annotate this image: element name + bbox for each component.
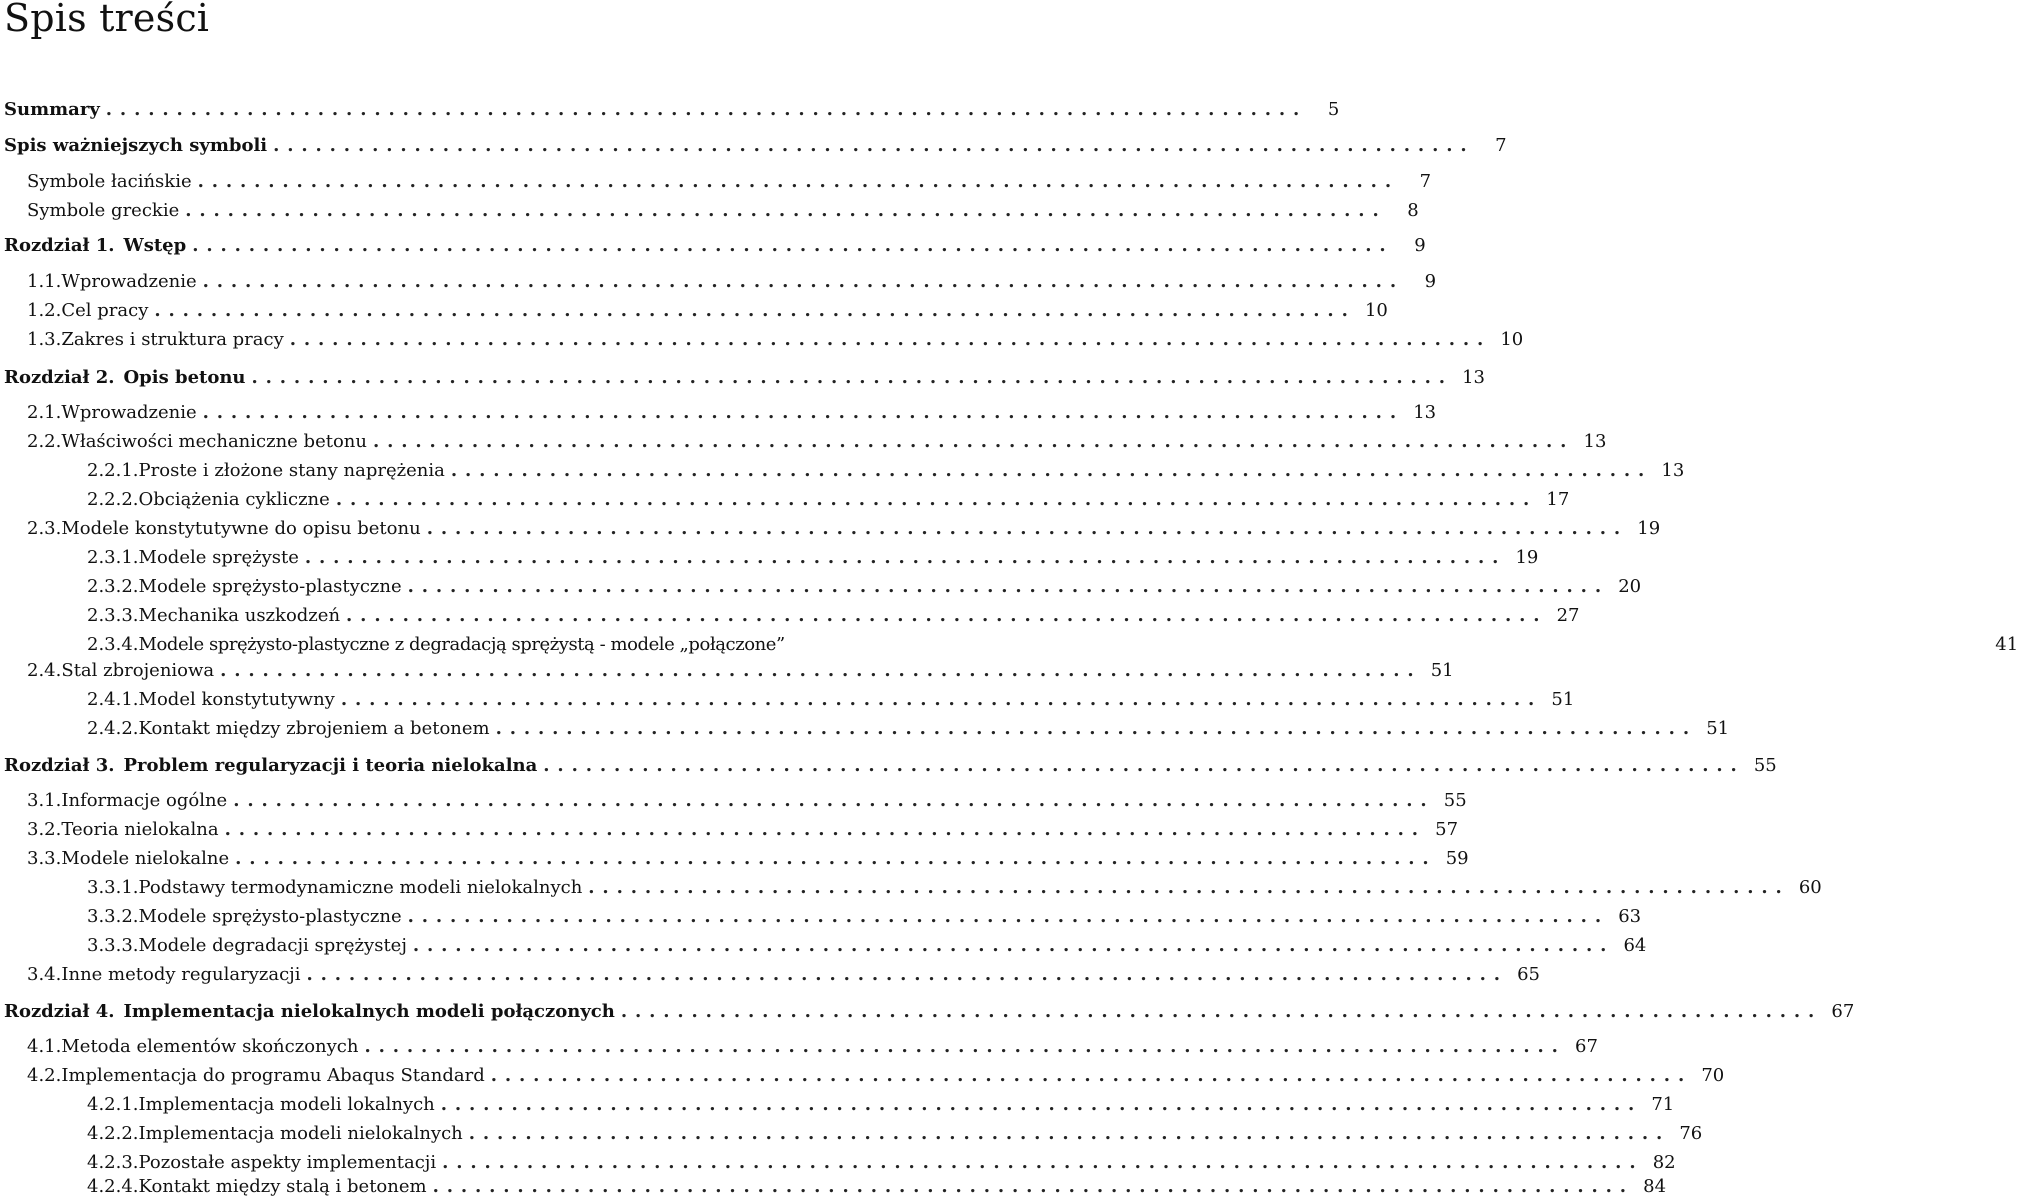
entry-title: Podstawy termodynamiczne modeli nielokalnych xyxy=(138,877,583,898)
entry-number: 2.3.1. xyxy=(87,547,139,568)
dot-leader xyxy=(537,755,1736,777)
entry-number: 2.2.1. xyxy=(87,460,139,481)
entry-page: 17 xyxy=(1546,489,1570,510)
entry-title: Symbole greckie xyxy=(27,200,180,221)
dot-leader xyxy=(340,605,1539,627)
toc-entry-3-1[interactable] xyxy=(0,786,1467,812)
toc-entry-3-2[interactable] xyxy=(0,815,1459,841)
toc-entry-2-4-2[interactable] xyxy=(0,714,1730,740)
entry-page: 10 xyxy=(1364,300,1388,321)
entry-number: 1.1. xyxy=(27,271,62,292)
entry-title: Problem regularyzacji i teoria nielokalna xyxy=(123,755,538,776)
entry-page: 55 xyxy=(1753,755,1777,776)
entry-page: 41 xyxy=(1995,634,2018,655)
entry-number: Rozdział 3. xyxy=(4,755,115,776)
dot-leader xyxy=(246,367,1445,389)
toc-entry-2-2[interactable] xyxy=(0,427,1607,453)
toc-entry-2-3-3[interactable] xyxy=(0,601,1580,627)
entry-title: Teoria nielokalna xyxy=(61,819,219,840)
toc-entry-chapter-2[interactable] xyxy=(0,363,1485,389)
dot-leader xyxy=(335,689,1534,711)
dot-leader xyxy=(229,848,1428,870)
entry-page: 64 xyxy=(1623,935,1647,956)
entry-number: 2.3.2. xyxy=(87,576,139,597)
entry-number: 4.2.2. xyxy=(87,1123,139,1144)
toc-entry-1-1[interactable] xyxy=(0,267,1437,293)
entry-page: 8 xyxy=(1407,200,1419,221)
toc-entry-4-2-1[interactable] xyxy=(0,1090,1675,1116)
entry-title: Modele sprężysto-plastyczne xyxy=(138,906,402,927)
toc-entry-4-1[interactable] xyxy=(0,1032,1598,1058)
entry-page: 9 xyxy=(1414,235,1426,256)
entry-page: 55 xyxy=(1443,790,1467,811)
dot-leader xyxy=(330,489,1529,511)
entry-title: Właściwości mechaniczne betonu xyxy=(61,431,367,452)
entry-title: Opis betonu xyxy=(123,367,246,388)
entry-title: Modele nielokalne xyxy=(61,848,230,869)
toc-entry-3-3-3[interactable] xyxy=(0,931,1647,957)
dot-leader xyxy=(197,271,1396,293)
entry-number: 4.2.4. xyxy=(87,1176,139,1197)
entry-title: Metoda elementów skończonych xyxy=(61,1036,359,1057)
entry-page: 65 xyxy=(1517,964,1540,985)
toc-entry-4-2[interactable] xyxy=(0,1061,1725,1087)
dot-leader xyxy=(148,300,1347,322)
entry-number: Rozdział 4. xyxy=(4,1001,115,1022)
entry-page: 76 xyxy=(1679,1123,1703,1144)
entry-title: Modele sprężyste xyxy=(138,547,299,568)
entry-title: Modele sprężysto-plastyczne z degradacją sprężystą - modele „połączone” xyxy=(138,634,785,655)
dot-leader xyxy=(100,99,1299,121)
dot-leader xyxy=(284,329,1483,351)
toc-entry-1-3[interactable] xyxy=(0,325,1524,351)
entry-page: 70 xyxy=(1701,1065,1725,1086)
entry-page: 20 xyxy=(1618,576,1642,597)
entry-number: 2.3.3. xyxy=(87,605,139,626)
entry-number: 2.3.4. xyxy=(87,634,139,655)
entry-page: 84 xyxy=(1643,1176,1667,1197)
entry-number: 3.3. xyxy=(27,848,62,869)
toc-entry-3-3-2[interactable] xyxy=(0,902,1642,928)
entry-number: 2.2.2. xyxy=(87,489,139,510)
dot-leader xyxy=(615,1001,1814,1023)
entry-title: Pozostałe aspekty implementacji xyxy=(138,1152,437,1173)
entry-title: Modele konstytutywne do opisu betonu xyxy=(61,518,421,539)
dot-leader xyxy=(436,1152,1635,1174)
dot-leader xyxy=(219,819,1418,841)
entry-page: 59 xyxy=(1445,848,1469,869)
entry-page: 60 xyxy=(1798,877,1822,898)
toc-entry-3-4[interactable] xyxy=(0,960,1540,986)
entry-title: Mechanika uszkodzeń xyxy=(138,605,341,626)
entry-title: Wstęp xyxy=(123,235,187,256)
entry-number: 2.4.1. xyxy=(87,689,139,710)
entry-title: Inne metody regularyzacji xyxy=(61,964,301,985)
entry-title: Zakres i struktura pracy xyxy=(61,329,284,350)
entry-page: 7 xyxy=(1419,171,1432,192)
entry-number: 3.3.2. xyxy=(87,906,139,927)
dot-leader xyxy=(463,1123,1662,1145)
entry-number: 1.2. xyxy=(27,300,62,321)
dot-leader xyxy=(485,1065,1684,1087)
entry-title: Stal zbrojeniowa xyxy=(61,660,215,681)
entry-title: Informacje ogólne xyxy=(61,790,228,811)
dot-leader xyxy=(214,660,1413,682)
entry-page: 71 xyxy=(1651,1094,1675,1115)
entry-title: Implementacja modeli nielokalnych xyxy=(138,1123,463,1144)
toc-entry-chapter-4[interactable] xyxy=(0,997,1855,1023)
dot-leader xyxy=(367,431,1566,453)
page-title: Spis treści xyxy=(4,0,210,40)
entry-title: Wprowadzenie xyxy=(61,271,197,292)
toc-entry-3-3[interactable] xyxy=(0,844,1469,870)
entry-page: 7 xyxy=(1495,135,1507,156)
entry-title: Kontakt między stalą i betonem xyxy=(138,1176,427,1197)
toc-entry-greek-symbols[interactable] xyxy=(0,196,1419,222)
dot-leader xyxy=(421,518,1620,540)
entry-title: Wprowadzenie xyxy=(61,402,197,423)
dot-leader xyxy=(427,1176,1626,1198)
toc-entry-2-4-1[interactable] xyxy=(0,685,1575,711)
entry-title: Implementacja do programu Abaqus Standard xyxy=(61,1065,485,1086)
entry-page: 10 xyxy=(1500,329,1524,350)
toc-entry-4-2-4[interactable] xyxy=(0,1172,1667,1198)
dot-leader xyxy=(445,460,1644,482)
toc-entry-chapter-3[interactable] xyxy=(0,751,1777,777)
toc-entry-2-3-4[interactable] xyxy=(0,630,2018,656)
entry-number: 3.2. xyxy=(27,819,62,840)
entry-page: 67 xyxy=(1575,1036,1598,1057)
toc-entry-2-2-2[interactable] xyxy=(0,485,1570,511)
entry-page: 13 xyxy=(1462,367,1485,388)
entry-number: 3.3.3. xyxy=(87,935,139,956)
entry-number: 4.2.1. xyxy=(87,1094,139,1115)
entry-title: Modele sprężysto-plastyczne xyxy=(138,576,402,597)
toc-entry-chapter-1[interactable] xyxy=(0,231,1426,257)
entry-page: 9 xyxy=(1424,271,1437,292)
toc-entry-2-3-1[interactable] xyxy=(0,543,1539,569)
entry-number: 2.1. xyxy=(27,402,62,423)
dot-leader xyxy=(490,718,1689,740)
entry-page: 67 xyxy=(1831,1001,1855,1022)
dot-leader xyxy=(197,402,1396,424)
entry-page: 57 xyxy=(1435,819,1459,840)
toc-entry-4-2-2[interactable] xyxy=(0,1119,1703,1145)
entry-number: 2.4.2. xyxy=(87,718,139,739)
entry-number: 2.4. xyxy=(27,660,62,681)
entry-title: Summary xyxy=(4,99,100,120)
entry-title: Implementacja modeli lokalnych xyxy=(138,1094,435,1115)
dot-leader xyxy=(227,790,1426,812)
entry-page: 51 xyxy=(1430,660,1454,681)
entry-title: Modele degradacji sprężystej xyxy=(138,935,407,956)
dot-leader xyxy=(299,547,1498,569)
entry-title: Model konstytutywny xyxy=(138,689,335,710)
entry-title: Implementacja nielokalnych modeli połączonych xyxy=(123,1001,615,1022)
entry-number: Rozdział 2. xyxy=(4,367,115,388)
toc-entry-2-3[interactable] xyxy=(0,514,1661,540)
toc-entry-2-1[interactable] xyxy=(0,398,1437,424)
entry-number: 4.1. xyxy=(27,1036,62,1057)
toc-entry-4-2-3[interactable] xyxy=(0,1148,1676,1174)
dot-leader xyxy=(582,877,1781,899)
entry-number: 4.2.3. xyxy=(87,1152,139,1173)
entry-number: 2.3. xyxy=(27,518,62,539)
entry-page: 19 xyxy=(1515,547,1539,568)
dot-leader xyxy=(435,1094,1634,1116)
entry-title: Proste i złożone stany naprężenia xyxy=(138,460,445,481)
toc-entry-symbols[interactable] xyxy=(0,131,1507,157)
entry-number: 3.3.1. xyxy=(87,877,139,898)
entry-title: Cel pracy xyxy=(61,300,149,321)
entry-title: Obciążenia cykliczne xyxy=(138,489,330,510)
dot-leader xyxy=(192,171,1391,193)
dot-leader xyxy=(301,964,1500,986)
toc-entry-latin-symbols[interactable] xyxy=(0,167,1432,193)
toc-entry-2-4[interactable] xyxy=(0,656,1454,682)
entry-title: Symbole łacińskie xyxy=(27,171,192,192)
entry-number: 3.1. xyxy=(27,790,62,811)
entry-page: 27 xyxy=(1556,605,1580,626)
entry-title: Kontakt między zbrojeniem a betonem xyxy=(138,718,490,739)
dot-leader xyxy=(179,200,1378,222)
entry-page: 13 xyxy=(1583,431,1607,452)
dot-leader xyxy=(402,906,1601,928)
entry-number: 3.4. xyxy=(27,964,62,985)
entry-number: 1.3. xyxy=(27,329,62,350)
entry-page: 51 xyxy=(1706,718,1730,739)
entry-title: Spis ważniejszych symboli xyxy=(4,135,268,156)
toc-entry-2-2-1[interactable] xyxy=(0,456,1685,482)
entry-page: 82 xyxy=(1652,1152,1676,1173)
dot-leader xyxy=(358,1036,1557,1058)
entry-page: 51 xyxy=(1551,689,1575,710)
entry-number: 4.2. xyxy=(27,1065,62,1086)
toc-entry-summary[interactable] xyxy=(0,95,1340,121)
dot-leader xyxy=(402,576,1601,598)
dot-leader xyxy=(186,235,1385,257)
entry-number: Rozdział 1. xyxy=(4,235,115,256)
entry-number: 2.2. xyxy=(27,431,62,452)
dot-leader xyxy=(267,135,1466,157)
toc-entry-2-3-2[interactable] xyxy=(0,572,1642,598)
toc-entry-3-3-1[interactable] xyxy=(0,873,1822,899)
entry-page: 13 xyxy=(1413,402,1437,423)
entry-page: 19 xyxy=(1637,518,1661,539)
dot-leader xyxy=(407,935,1606,957)
entry-page: 5 xyxy=(1327,99,1340,120)
entry-page: 63 xyxy=(1618,906,1642,927)
toc-entry-1-2[interactable] xyxy=(0,296,1388,322)
entry-page: 13 xyxy=(1661,460,1685,481)
